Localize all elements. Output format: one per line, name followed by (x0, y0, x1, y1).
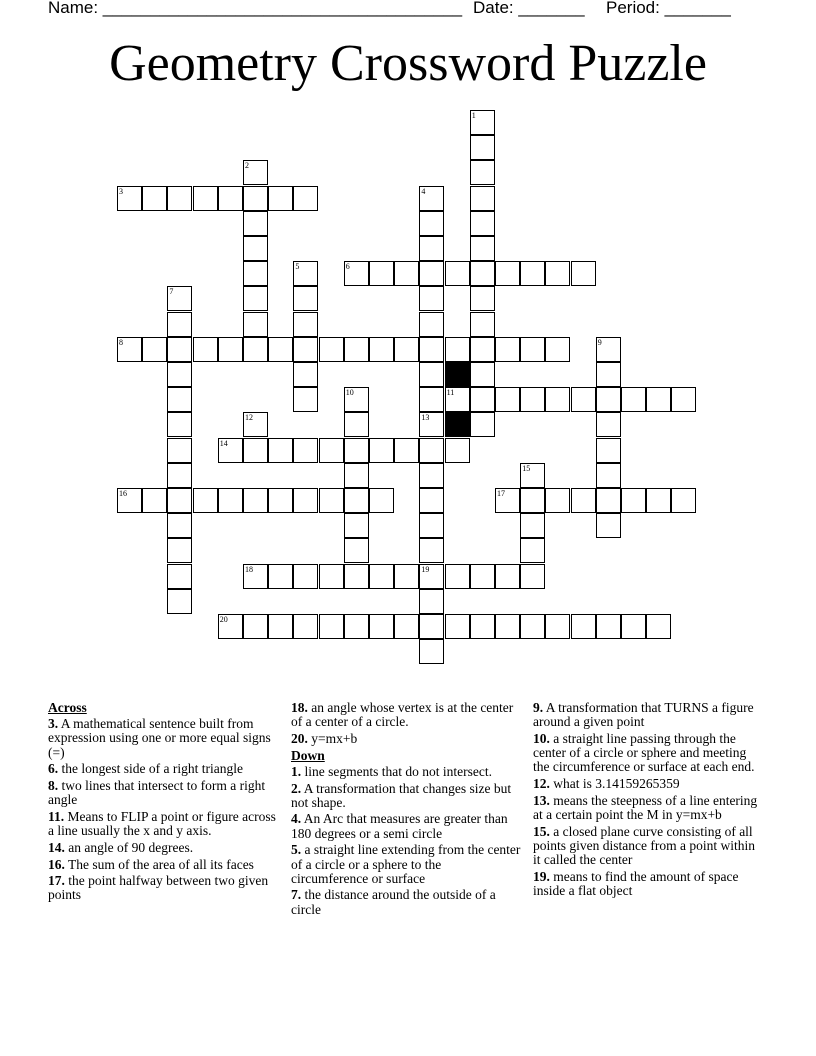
grid-cell[interactable] (470, 387, 495, 412)
clue-number-label: 16 (119, 489, 127, 498)
across-clue (48, 874, 280, 902)
grid-cell[interactable] (319, 337, 344, 362)
grid-cell[interactable] (621, 614, 646, 639)
down-clue (533, 794, 763, 822)
grid-cell[interactable] (596, 412, 621, 437)
grid-cell[interactable] (470, 564, 495, 589)
grid-cell[interactable] (293, 387, 318, 412)
grid-cell[interactable] (394, 614, 419, 639)
clue-number: 20. (291, 730, 308, 746)
clue-text: A mathematical sentence built from expression using one or more equal signs (=) (48, 716, 271, 760)
clues-column-1 (48, 701, 280, 905)
grid-cell[interactable] (293, 438, 318, 463)
grid-cell[interactable] (344, 463, 369, 488)
grid-cell[interactable] (520, 261, 545, 286)
clue-text: A transformation that TURNS a figure around a given point (533, 700, 754, 730)
grid-cell[interactable] (394, 261, 419, 286)
blocked-cell (445, 362, 470, 387)
grid-cell[interactable] (419, 337, 444, 362)
grid-cell[interactable] (419, 387, 444, 412)
clue-text: two lines that intersect to form a right angle (48, 778, 266, 808)
grid-cell[interactable] (621, 387, 646, 412)
clue-number-label: 15 (522, 463, 531, 473)
grid-cell[interactable] (394, 564, 419, 589)
clue-text: line segments that do not intersect. (304, 763, 492, 779)
clue-number: 13. (533, 792, 550, 808)
clue-text: a straight line passing through the center of a circle or sphere and meeting the circumference or surface at each end. (533, 730, 755, 775)
grid-cell[interactable] (167, 362, 192, 387)
grid-cell[interactable] (596, 387, 621, 412)
grid-cell[interactable] (419, 438, 444, 463)
grid-cell[interactable] (193, 186, 218, 211)
grid-cell[interactable] (167, 589, 192, 614)
grid-cell[interactable] (596, 438, 621, 463)
grid-cell[interactable] (445, 337, 470, 362)
grid-cell[interactable] (369, 564, 394, 589)
grid-cell[interactable] (369, 614, 394, 639)
grid-cell[interactable] (243, 438, 268, 463)
grid-cell[interactable] (344, 337, 369, 362)
clue-text: the point halfway between two given points (48, 873, 269, 903)
clue-text: The sum of the area of all its faces (68, 856, 254, 872)
grid-cell[interactable] (419, 513, 444, 538)
grid-cell[interactable] (520, 488, 545, 513)
grid-cell[interactable] (419, 639, 444, 664)
grid-cell[interactable] (369, 488, 394, 513)
down-clue (291, 782, 521, 810)
grid-cell[interactable] (571, 261, 596, 286)
grid-cell[interactable] (419, 362, 444, 387)
clue-number: 5. (291, 842, 302, 858)
grid-cell[interactable] (293, 186, 318, 211)
across-clue (291, 732, 521, 746)
grid-cell[interactable] (596, 614, 621, 639)
grid-cell[interactable] (545, 261, 570, 286)
date-field-label[interactable]: Date: _______ (473, 0, 585, 17)
down-clue (533, 701, 763, 729)
clue-number-label: 10 (345, 388, 354, 398)
grid-cell[interactable] (419, 312, 444, 337)
grid-cell[interactable] (268, 438, 293, 463)
clue-number-label: 20 (219, 615, 228, 624)
clue-number-label: 13 (421, 413, 430, 423)
clue-number: 1. (291, 763, 302, 779)
clue-number: 3. (48, 716, 59, 732)
clue-number: 8. (48, 778, 59, 794)
grid-cell[interactable] (293, 564, 318, 589)
grid-cell[interactable] (470, 614, 495, 639)
grid-cell[interactable] (596, 513, 621, 538)
grid-cell[interactable] (142, 186, 167, 211)
grid-cell[interactable] (293, 614, 318, 639)
clue-number: 2. (291, 780, 302, 796)
grid-cell[interactable] (293, 312, 318, 337)
grid-cell[interactable] (167, 438, 192, 463)
grid-cell[interactable] (419, 614, 444, 639)
clue-text: Means to FLIP a point or figure across a line usually the x and y axis. (48, 808, 276, 839)
name-field-label[interactable]: Name: ______________________________________ (48, 0, 463, 17)
grid-cell[interactable] (470, 312, 495, 337)
clue-number-label: 1 (471, 111, 476, 120)
grid-cell[interactable] (419, 236, 444, 261)
grid-cell[interactable] (268, 186, 293, 211)
clue-number-label: 5 (295, 262, 300, 272)
down-clue (291, 812, 521, 840)
grid-cell[interactable] (243, 312, 268, 337)
grid-cell[interactable] (495, 387, 520, 412)
grid-cell[interactable] (344, 564, 369, 589)
grid-cell[interactable] (218, 488, 243, 513)
clue-number: 7. (291, 887, 302, 903)
clue-text: means the steepness of a line entering at a certain point the M in y=mx+b (533, 792, 758, 822)
grid-cell[interactable] (218, 186, 243, 211)
grid-cell[interactable] (470, 362, 495, 387)
grid-cell[interactable] (268, 488, 293, 513)
down-clue (291, 843, 521, 886)
across-clue (291, 701, 521, 729)
grid-cell[interactable] (167, 186, 192, 211)
grid-cell[interactable] (571, 488, 596, 513)
grid-cell[interactable] (520, 387, 545, 412)
down-clue (291, 765, 521, 779)
clue-number: 4. (291, 811, 302, 827)
clue-text: what is 3.14159265359 (553, 776, 680, 792)
clue-number-label: 19 (421, 564, 430, 574)
clue-number: 18. (291, 700, 308, 715)
grid-cell[interactable] (344, 412, 369, 437)
clue-number-label: 8 (119, 337, 123, 347)
grid-cell[interactable] (369, 337, 394, 362)
grid-cell[interactable] (167, 564, 192, 589)
clue-text: an angle of 90 degrees. (68, 839, 194, 855)
clue-number: 9. (533, 700, 544, 715)
grid-cell[interactable] (419, 538, 444, 563)
grid-cell[interactable] (646, 387, 671, 412)
clue-section-heading: Across (48, 700, 87, 715)
grid-cell[interactable] (419, 488, 444, 513)
grid-cell[interactable] (268, 564, 293, 589)
grid-cell[interactable] (218, 337, 243, 362)
clue-section-heading: Down (291, 747, 325, 763)
grid-cell[interactable] (470, 160, 495, 185)
clue-number-label: 18 (245, 564, 253, 574)
across-clue (48, 858, 280, 872)
grid-cell[interactable] (445, 614, 470, 639)
across-clue (48, 841, 280, 855)
clue-number-label: 3 (119, 186, 123, 196)
grid-cell[interactable] (167, 513, 192, 538)
grid-cell[interactable] (243, 614, 268, 639)
grid-cell[interactable] (646, 488, 671, 513)
grid-cell[interactable] (243, 286, 268, 311)
grid-cell[interactable] (394, 438, 419, 463)
grid-cell[interactable] (142, 337, 167, 362)
grid-cell[interactable] (293, 286, 318, 311)
grid-cell[interactable] (470, 337, 495, 362)
grid-cell[interactable] (545, 337, 570, 362)
clue-number: 6. (48, 761, 59, 777)
grid-cell[interactable] (445, 564, 470, 589)
clues-column-2 (291, 701, 521, 919)
clue-number-label: 6 (345, 262, 350, 272)
across-clue (48, 717, 280, 760)
grid-cell[interactable] (520, 337, 545, 362)
grid-cell[interactable] (419, 211, 444, 236)
grid-cell[interactable] (419, 286, 444, 311)
grid-cell[interactable] (596, 362, 621, 387)
grid-cell[interactable] (520, 564, 545, 589)
grid-cell[interactable] (596, 463, 621, 488)
grid-cell[interactable] (470, 412, 495, 437)
clue-text: An Arc that measures are greater than 180 degrees or a semi circle (291, 811, 508, 841)
grid-cell[interactable] (319, 614, 344, 639)
grid-cell[interactable] (369, 438, 394, 463)
blocked-cell (445, 412, 470, 437)
grid-cell[interactable] (243, 186, 268, 211)
grid-cell[interactable] (243, 488, 268, 513)
grid-cell[interactable] (646, 614, 671, 639)
grid-cell[interactable] (596, 488, 621, 513)
clue-number-label: 2 (245, 161, 249, 171)
grid-cell[interactable] (319, 488, 344, 513)
grid-cell[interactable] (470, 186, 495, 211)
clue-text: a closed plane curve consisting of all points given distance from a point within it called the center (533, 823, 755, 868)
grid-cell[interactable] (495, 564, 520, 589)
grid-cell[interactable] (495, 337, 520, 362)
across-clue (48, 779, 280, 807)
clue-number: 16. (48, 856, 65, 872)
grid-cell[interactable] (193, 337, 218, 362)
grid-cell[interactable] (344, 488, 369, 513)
grid-cell[interactable] (167, 312, 192, 337)
grid-cell[interactable] (167, 538, 192, 563)
clue-text: an angle whose vertex is at the center of a center of a circle. (291, 700, 514, 730)
grid-cell[interactable] (419, 463, 444, 488)
grid-cell[interactable] (394, 337, 419, 362)
grid-cell[interactable] (470, 236, 495, 261)
clue-number: 12. (533, 776, 550, 792)
grid-cell[interactable] (167, 337, 192, 362)
period-field-label[interactable]: Period: _______ (606, 0, 731, 17)
clue-number: 10. (533, 730, 550, 746)
grid-cell[interactable] (268, 337, 293, 362)
grid-cell[interactable] (319, 438, 344, 463)
clue-number: 14. (48, 839, 65, 855)
grid-cell[interactable] (344, 438, 369, 463)
grid-cell[interactable] (571, 387, 596, 412)
grid-cell[interactable] (470, 135, 495, 160)
grid-cell[interactable] (142, 488, 167, 513)
down-clue (533, 825, 763, 868)
grid-cell[interactable] (268, 614, 293, 639)
down-clue (533, 870, 763, 898)
clue-number-label: 4 (421, 186, 426, 196)
grid-cell[interactable] (344, 538, 369, 563)
grid-cell[interactable] (671, 387, 696, 412)
grid-cell[interactable] (470, 211, 495, 236)
grid-cell[interactable] (243, 337, 268, 362)
grid-cell[interactable] (520, 538, 545, 563)
clue-text: means to find the amount of space inside a flat object (533, 868, 739, 898)
page-title: Geometry Crossword Puzzle (109, 35, 707, 92)
clue-text: the longest side of a right triangle (61, 761, 243, 777)
clue-number: 17. (48, 873, 65, 889)
grid-cell[interactable] (545, 488, 570, 513)
clue-number-label: 9 (597, 337, 602, 347)
clue-text: A transformation that changes size but not shape. (291, 780, 512, 810)
grid-cell[interactable] (470, 286, 495, 311)
clue-number-label: 11 (446, 388, 455, 398)
grid-cell[interactable] (470, 261, 495, 286)
grid-cell[interactable] (495, 614, 520, 639)
clue-number: 19. (533, 868, 550, 884)
grid-cell[interactable] (445, 261, 470, 286)
grid-cell[interactable] (520, 614, 545, 639)
grid-cell[interactable] (419, 261, 444, 286)
down-clue (533, 732, 763, 775)
grid-cell[interactable] (419, 589, 444, 614)
grid-cell[interactable] (319, 564, 344, 589)
grid-cell[interactable] (167, 463, 192, 488)
grid-cell[interactable] (243, 261, 268, 286)
grid-cell[interactable] (243, 211, 268, 236)
clue-number: 11. (48, 808, 65, 824)
down-clue (533, 777, 763, 791)
clue-text: a straight line extending from the center of a circle or a sphere to the circumference or surface (291, 842, 521, 886)
clue-number-label: 14 (219, 438, 228, 448)
grid-cell[interactable] (621, 488, 646, 513)
grid-cell[interactable] (344, 513, 369, 538)
grid-cell[interactable] (293, 362, 318, 387)
grid-cell[interactable] (167, 488, 192, 513)
grid-cell[interactable] (671, 488, 696, 513)
clue-number-label: 7 (169, 287, 174, 297)
grid-cell[interactable] (293, 337, 318, 362)
grid-cell[interactable] (545, 614, 570, 639)
grid-cell[interactable] (445, 438, 470, 463)
grid-cell[interactable] (293, 488, 318, 513)
grid-cell[interactable] (193, 488, 218, 513)
grid-cell[interactable] (571, 614, 596, 639)
grid-cell[interactable] (545, 387, 570, 412)
clue-number-label: 12 (245, 413, 253, 423)
grid-cell[interactable] (495, 261, 520, 286)
down-clue (291, 888, 521, 916)
clues-column-3 (533, 701, 763, 901)
grid-cell[interactable] (167, 412, 192, 437)
clue-number-label: 17 (497, 489, 505, 498)
clue-number: 15. (533, 823, 550, 839)
clue-text: the distance around the outside of a circle (291, 887, 496, 917)
grid-cell[interactable] (369, 261, 394, 286)
grid-cell[interactable] (520, 513, 545, 538)
grid-cell[interactable] (167, 387, 192, 412)
across-clue (48, 762, 280, 776)
grid-cell[interactable] (243, 236, 268, 261)
clue-text: y=mx+b (311, 730, 358, 746)
across-clue (48, 810, 280, 838)
grid-cell[interactable] (344, 614, 369, 639)
